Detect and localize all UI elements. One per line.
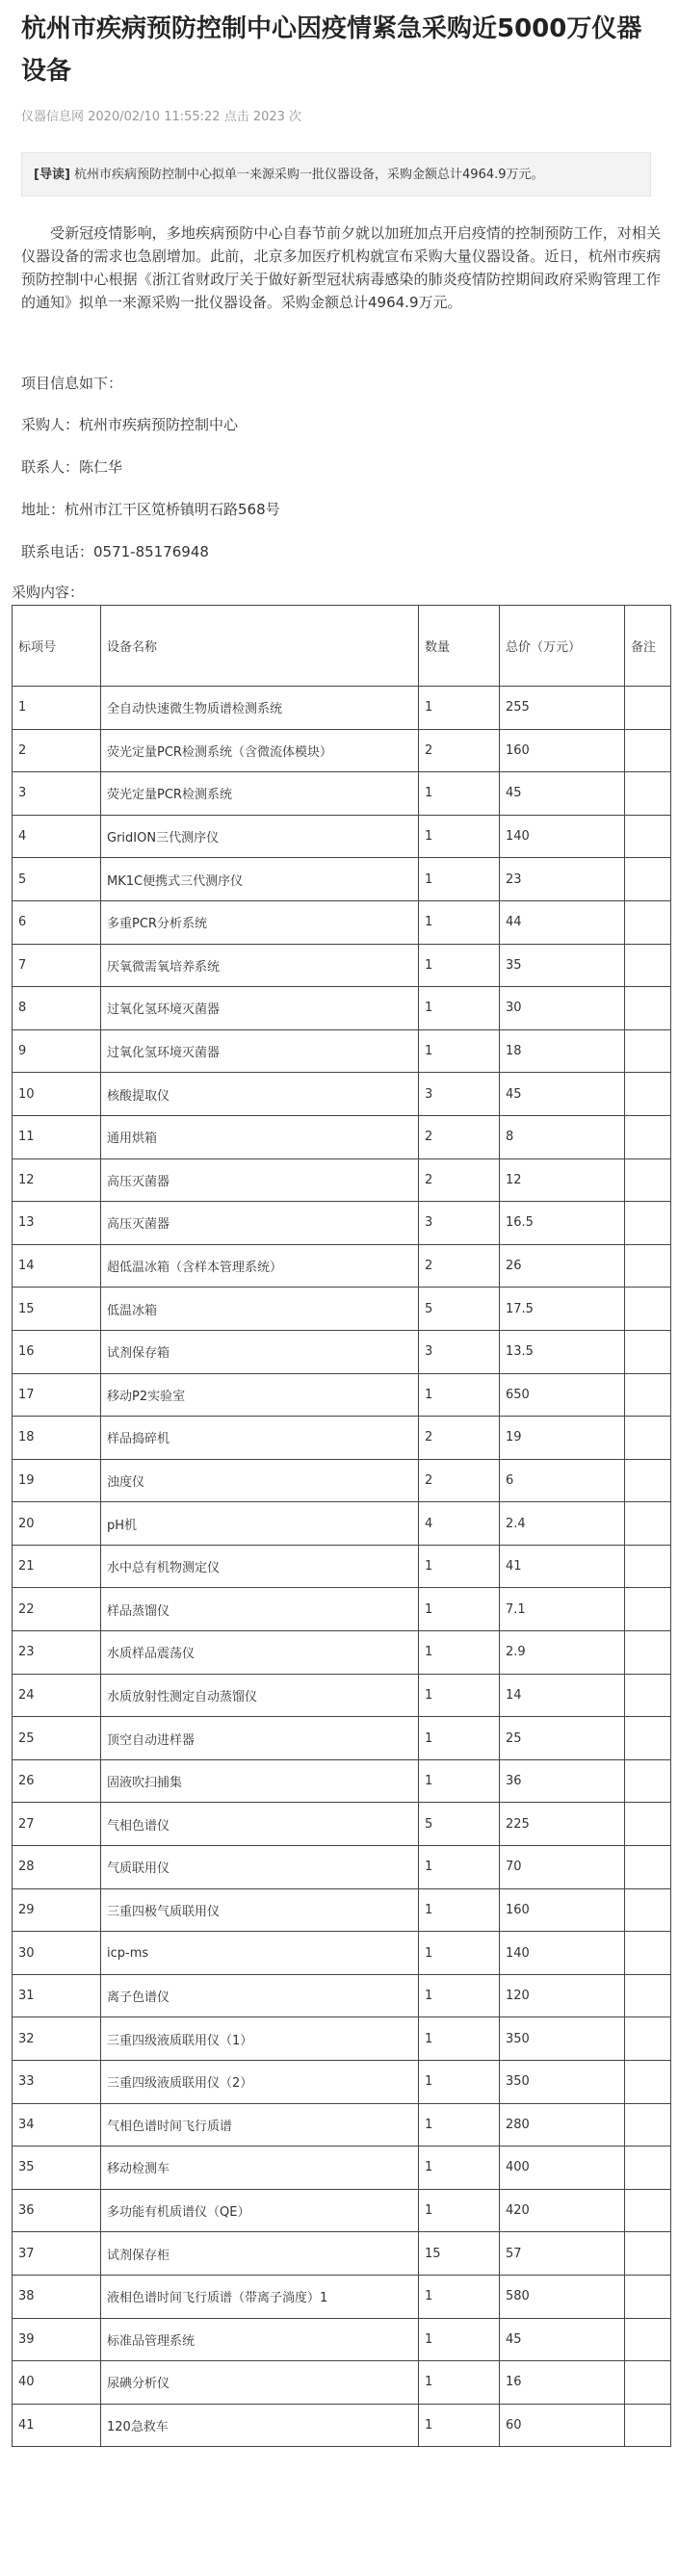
cell-quantity: 1 bbox=[419, 2147, 500, 2190]
cell-equipment-name: 水质样品震荡仪 bbox=[101, 1631, 419, 1675]
cell-lot-number: 24 bbox=[13, 1674, 101, 1717]
cell-remarks bbox=[625, 2232, 671, 2276]
header-equipment-name: 设备名称 bbox=[101, 606, 419, 687]
cell-equipment-name: 荧光定量PCR检测系统 bbox=[101, 772, 419, 816]
cell-quantity: 1 bbox=[419, 987, 500, 1030]
cell-remarks bbox=[625, 772, 671, 816]
cell-remarks bbox=[625, 729, 671, 772]
article-meta: 仪器信息网 2020/02/10 11:55:22 点击 2023 次 bbox=[21, 110, 302, 124]
cell-lot-number: 7 bbox=[13, 944, 101, 987]
cell-lot-number: 30 bbox=[13, 1932, 101, 1975]
header-quantity: 数量 bbox=[419, 606, 500, 687]
table-row bbox=[13, 1545, 671, 1588]
cell-quantity: 4 bbox=[419, 1502, 500, 1546]
cell-quantity: 1 bbox=[419, 858, 500, 901]
cell-remarks bbox=[625, 1373, 671, 1417]
cell-lot-number: 19 bbox=[13, 1459, 101, 1502]
table-row bbox=[13, 815, 671, 858]
cell-total-price: 41 bbox=[500, 1545, 625, 1588]
address-line: 地址：杭州市江干区笕桥镇明石路568号 bbox=[21, 501, 280, 518]
cell-remarks bbox=[625, 1417, 671, 1460]
cell-lot-number: 41 bbox=[13, 2404, 101, 2447]
cell-lot-number: 2 bbox=[13, 729, 101, 772]
cell-total-price: 140 bbox=[500, 815, 625, 858]
table-row bbox=[13, 2232, 671, 2276]
cell-quantity: 1 bbox=[419, 815, 500, 858]
cell-lot-number: 14 bbox=[13, 1244, 101, 1288]
cell-total-price: 280 bbox=[500, 2103, 625, 2147]
cell-lot-number: 37 bbox=[13, 2232, 101, 2276]
cell-equipment-name: 水质放射性测定自动蒸馏仪 bbox=[101, 1674, 419, 1717]
cell-lot-number: 5 bbox=[13, 858, 101, 901]
cell-remarks bbox=[625, 1330, 671, 1373]
cell-remarks bbox=[625, 687, 671, 730]
cell-quantity: 2 bbox=[419, 1115, 500, 1158]
phone-line: 联系电话：0571-85176948 bbox=[21, 543, 209, 560]
cell-quantity: 1 bbox=[419, 1932, 500, 1975]
cell-quantity: 1 bbox=[419, 1717, 500, 1760]
cell-total-price: 350 bbox=[500, 2061, 625, 2104]
cell-lot-number: 21 bbox=[13, 1545, 101, 1588]
table-row bbox=[13, 2361, 671, 2405]
cell-equipment-name: 高压灭菌器 bbox=[101, 1202, 419, 1245]
cell-quantity: 1 bbox=[419, 1545, 500, 1588]
cell-lot-number: 8 bbox=[13, 987, 101, 1030]
cell-lot-number: 29 bbox=[13, 1888, 101, 1932]
cell-equipment-name: 浊度仪 bbox=[101, 1459, 419, 1502]
project-info-heading: 项目信息如下： bbox=[21, 375, 123, 392]
cell-lot-number: 20 bbox=[13, 1502, 101, 1546]
cell-lot-number: 13 bbox=[13, 1202, 101, 1245]
table-row bbox=[13, 1759, 671, 1803]
cell-quantity: 1 bbox=[419, 2361, 500, 2405]
header-remarks: 备注 bbox=[625, 606, 671, 687]
cell-remarks bbox=[625, 1115, 671, 1158]
cell-quantity: 1 bbox=[419, 772, 500, 816]
cell-remarks bbox=[625, 2189, 671, 2232]
cell-total-price: 18 bbox=[500, 1029, 625, 1073]
cell-quantity: 15 bbox=[419, 2232, 500, 2276]
cell-quantity: 2 bbox=[419, 1417, 500, 1460]
cell-total-price: 420 bbox=[500, 2189, 625, 2232]
table-row bbox=[13, 1373, 671, 1417]
cell-remarks bbox=[625, 1846, 671, 1889]
cell-equipment-name: 荧光定量PCR检测系统（含微流体模块） bbox=[101, 729, 419, 772]
cell-equipment-name: 气相色谱仪 bbox=[101, 1803, 419, 1846]
table-row bbox=[13, 2061, 671, 2104]
cell-remarks bbox=[625, 1545, 671, 1588]
purchaser-line: 采购人：杭州市疾病预防控制中心 bbox=[21, 416, 239, 433]
table-row bbox=[13, 1459, 671, 1502]
cell-remarks bbox=[625, 1717, 671, 1760]
cell-remarks bbox=[625, 944, 671, 987]
cell-remarks bbox=[625, 1588, 671, 1631]
cell-quantity: 1 bbox=[419, 2318, 500, 2361]
table-row bbox=[13, 1932, 671, 1975]
table-row bbox=[13, 729, 671, 772]
cell-total-price: 350 bbox=[500, 2017, 625, 2061]
table-header-row bbox=[13, 606, 671, 687]
cell-lot-number: 36 bbox=[13, 2189, 101, 2232]
cell-remarks bbox=[625, 858, 671, 901]
cell-quantity: 1 bbox=[419, 1631, 500, 1675]
cell-equipment-name: icp-ms bbox=[101, 1932, 419, 1975]
cell-equipment-name: 多重PCR分析系统 bbox=[101, 900, 419, 944]
cell-quantity: 1 bbox=[419, 944, 500, 987]
cell-quantity: 3 bbox=[419, 1202, 500, 1245]
cell-quantity: 5 bbox=[419, 1803, 500, 1846]
cell-total-price: 120 bbox=[500, 1974, 625, 2017]
cell-quantity: 1 bbox=[419, 1974, 500, 2017]
table-row bbox=[13, 2017, 671, 2061]
cell-quantity: 1 bbox=[419, 2275, 500, 2318]
cell-equipment-name: 移动P2实验室 bbox=[101, 1373, 419, 1417]
cell-quantity: 1 bbox=[419, 2189, 500, 2232]
cell-quantity: 1 bbox=[419, 2103, 500, 2147]
cell-total-price: 140 bbox=[500, 1932, 625, 1975]
cell-equipment-name: 液相色谱时间飞行质谱（带离子淌度）1 bbox=[101, 2275, 419, 2318]
cell-remarks bbox=[625, 1502, 671, 1546]
cell-remarks bbox=[625, 2275, 671, 2318]
cell-total-price: 2.4 bbox=[500, 1502, 625, 1546]
cell-equipment-name: 多功能有机质谱仪（QE） bbox=[101, 2189, 419, 2232]
cell-lot-number: 3 bbox=[13, 772, 101, 816]
cell-equipment-name: 厌氧微需氧培养系统 bbox=[101, 944, 419, 987]
cell-total-price: 26 bbox=[500, 1244, 625, 1288]
cell-total-price: 45 bbox=[500, 1073, 625, 1116]
cell-quantity: 1 bbox=[419, 2404, 500, 2447]
cell-equipment-name: 气相色谱时间飞行质谱 bbox=[101, 2103, 419, 2147]
cell-equipment-name: 离子色谱仪 bbox=[101, 1974, 419, 2017]
cell-quantity: 1 bbox=[419, 1759, 500, 1803]
cell-equipment-name: pH机 bbox=[101, 1502, 419, 1546]
cell-total-price: 36 bbox=[500, 1759, 625, 1803]
cell-equipment-name: 全自动快速微生物质谱检测系统 bbox=[101, 687, 419, 730]
cell-lot-number: 18 bbox=[13, 1417, 101, 1460]
cell-quantity: 3 bbox=[419, 1330, 500, 1373]
table-row bbox=[13, 1717, 671, 1760]
cell-lot-number: 27 bbox=[13, 1803, 101, 1846]
cell-total-price: 35 bbox=[500, 944, 625, 987]
table-row bbox=[13, 1631, 671, 1675]
cell-remarks bbox=[625, 1073, 671, 1116]
table-row bbox=[13, 1502, 671, 1546]
cell-quantity: 1 bbox=[419, 1888, 500, 1932]
cell-quantity: 3 bbox=[419, 1073, 500, 1116]
cell-equipment-name: 三重四极气质联用仪 bbox=[101, 1888, 419, 1932]
cell-total-price: 30 bbox=[500, 987, 625, 1030]
cell-lot-number: 22 bbox=[13, 1588, 101, 1631]
guide-text: 杭州市疾病预防控制中心拟单一来源采购一批仪器设备，采购金额总计4964.9万元。 bbox=[74, 168, 544, 182]
cell-remarks bbox=[625, 1932, 671, 1975]
cell-quantity: 1 bbox=[419, 1674, 500, 1717]
table-row bbox=[13, 1330, 671, 1373]
cell-remarks bbox=[625, 2318, 671, 2361]
cell-total-price: 16.5 bbox=[500, 1202, 625, 1245]
cell-total-price: 13.5 bbox=[500, 1330, 625, 1373]
cell-lot-number: 12 bbox=[13, 1158, 101, 1202]
cell-total-price: 44 bbox=[500, 900, 625, 944]
cell-equipment-name: 气质联用仪 bbox=[101, 1846, 419, 1889]
cell-total-price: 225 bbox=[500, 1803, 625, 1846]
cell-lot-number: 4 bbox=[13, 815, 101, 858]
cell-remarks bbox=[625, 2147, 671, 2190]
cell-remarks bbox=[625, 900, 671, 944]
cell-equipment-name: 尿碘分析仪 bbox=[101, 2361, 419, 2405]
cell-quantity: 1 bbox=[419, 687, 500, 730]
cell-total-price: 16 bbox=[500, 2361, 625, 2405]
table-row bbox=[13, 1073, 671, 1116]
cell-total-price: 400 bbox=[500, 2147, 625, 2190]
cell-remarks bbox=[625, 1029, 671, 1073]
article-paragraph: 受新冠疫情影响，多地疾病预防中心自春节前夕就以加班加点开启疫情的控制预防工作，对相关仪器设备的需求也急剧增加。此前，北京多加医疗机构就宣布采购大量仪器设备。近日，杭州市疾病预防控制中心根据《浙江省财政厅关于做好新型冠状病毒感染的肺炎疫情防控期间政府采购管理工作的通知》拟单一来源采购一批仪器设备。采购金额总计4964.9万元。 bbox=[21, 224, 661, 311]
cell-quantity: 1 bbox=[419, 2061, 500, 2104]
cell-equipment-name: 过氧化氢环境灭菌器 bbox=[101, 1029, 419, 1073]
table-row bbox=[13, 1029, 671, 1073]
procurement-table bbox=[12, 605, 671, 2447]
cell-lot-number: 28 bbox=[13, 1846, 101, 1889]
cell-equipment-name: 试剂保存柜 bbox=[101, 2232, 419, 2276]
cell-lot-number: 15 bbox=[13, 1288, 101, 1331]
contact-line: 联系人：陈仁华 bbox=[21, 458, 123, 476]
cell-remarks bbox=[625, 1631, 671, 1675]
cell-remarks bbox=[625, 2061, 671, 2104]
cell-lot-number: 32 bbox=[13, 2017, 101, 2061]
table-row bbox=[13, 2189, 671, 2232]
cell-total-price: 17.5 bbox=[500, 1288, 625, 1331]
cell-equipment-name: 低温冰箱 bbox=[101, 1288, 419, 1331]
cell-total-price: 23 bbox=[500, 858, 625, 901]
cell-lot-number: 31 bbox=[13, 1974, 101, 2017]
cell-equipment-name: 顶空自动进样器 bbox=[101, 1717, 419, 1760]
cell-equipment-name: 样品蒸馏仪 bbox=[101, 1588, 419, 1631]
table-row bbox=[13, 772, 671, 816]
cell-equipment-name: 试剂保存箱 bbox=[101, 1330, 419, 1373]
table-row bbox=[13, 2103, 671, 2147]
cell-equipment-name: 水中总有机物测定仪 bbox=[101, 1545, 419, 1588]
cell-total-price: 2.9 bbox=[500, 1631, 625, 1675]
cell-total-price: 45 bbox=[500, 772, 625, 816]
table-row bbox=[13, 2404, 671, 2447]
article-title: 杭州市疾病预防控制中心因疫情紧急采购近5000万仪器设备 bbox=[21, 14, 642, 86]
cell-lot-number: 23 bbox=[13, 1631, 101, 1675]
header-total-price: 总价（万元） bbox=[500, 606, 625, 687]
cell-equipment-name: 标准品管理系统 bbox=[101, 2318, 419, 2361]
cell-equipment-name: GridION三代测序仪 bbox=[101, 815, 419, 858]
cell-lot-number: 11 bbox=[13, 1115, 101, 1158]
cell-total-price: 160 bbox=[500, 1888, 625, 1932]
cell-quantity: 1 bbox=[419, 1029, 500, 1073]
cell-lot-number: 34 bbox=[13, 2103, 101, 2147]
cell-lot-number: 17 bbox=[13, 1373, 101, 1417]
table-row bbox=[13, 1158, 671, 1202]
cell-total-price: 45 bbox=[500, 2318, 625, 2361]
cell-quantity: 1 bbox=[419, 1373, 500, 1417]
cell-quantity: 2 bbox=[419, 1158, 500, 1202]
table-row bbox=[13, 1674, 671, 1717]
table-row bbox=[13, 1803, 671, 1846]
cell-remarks bbox=[625, 1288, 671, 1331]
table-row bbox=[13, 944, 671, 987]
cell-lot-number: 10 bbox=[13, 1073, 101, 1116]
cell-total-price: 8 bbox=[500, 1115, 625, 1158]
cell-quantity: 2 bbox=[419, 1244, 500, 1288]
cell-equipment-name: 过氧化氢环境灭菌器 bbox=[101, 987, 419, 1030]
cell-lot-number: 16 bbox=[13, 1330, 101, 1373]
cell-total-price: 12 bbox=[500, 1158, 625, 1202]
table-row bbox=[13, 2275, 671, 2318]
cell-total-price: 70 bbox=[500, 1846, 625, 1889]
cell-total-price: 60 bbox=[500, 2404, 625, 2447]
table-row bbox=[13, 858, 671, 901]
table-row bbox=[13, 1417, 671, 1460]
cell-lot-number: 25 bbox=[13, 1717, 101, 1760]
cell-equipment-name: 固液吹扫捕集 bbox=[101, 1759, 419, 1803]
cell-quantity: 2 bbox=[419, 1459, 500, 1502]
cell-remarks bbox=[625, 2017, 671, 2061]
table-row bbox=[13, 687, 671, 730]
table-row bbox=[13, 1288, 671, 1331]
cell-total-price: 160 bbox=[500, 729, 625, 772]
cell-equipment-name: 超低温冰箱（含样本管理系统） bbox=[101, 1244, 419, 1288]
cell-quantity: 1 bbox=[419, 1846, 500, 1889]
guide-tag: [导读] bbox=[34, 168, 70, 182]
cell-remarks bbox=[625, 1158, 671, 1202]
cell-lot-number: 38 bbox=[13, 2275, 101, 2318]
cell-total-price: 6 bbox=[500, 1459, 625, 1502]
table-row bbox=[13, 1115, 671, 1158]
table-row bbox=[13, 1846, 671, 1889]
table-row bbox=[13, 987, 671, 1030]
cell-lot-number: 40 bbox=[13, 2361, 101, 2405]
cell-remarks bbox=[625, 1244, 671, 1288]
cell-equipment-name: 移动检测车 bbox=[101, 2147, 419, 2190]
cell-lot-number: 6 bbox=[13, 900, 101, 944]
cell-total-price: 14 bbox=[500, 1674, 625, 1717]
cell-remarks bbox=[625, 987, 671, 1030]
cell-quantity: 5 bbox=[419, 1288, 500, 1331]
table-row bbox=[13, 1244, 671, 1288]
cell-equipment-name: 高压灭菌器 bbox=[101, 1158, 419, 1202]
cell-remarks bbox=[625, 1888, 671, 1932]
cell-equipment-name: 三重四级液质联用仪（1） bbox=[101, 2017, 419, 2061]
cell-remarks bbox=[625, 1759, 671, 1803]
table-row bbox=[13, 1588, 671, 1631]
cell-quantity: 1 bbox=[419, 900, 500, 944]
cell-remarks bbox=[625, 2361, 671, 2405]
cell-quantity: 2 bbox=[419, 729, 500, 772]
cell-lot-number: 9 bbox=[13, 1029, 101, 1073]
cell-lot-number: 1 bbox=[13, 687, 101, 730]
table-row bbox=[13, 1974, 671, 2017]
cell-total-price: 19 bbox=[500, 1417, 625, 1460]
table-body bbox=[13, 687, 671, 2447]
header-lot-number: 标项号 bbox=[13, 606, 101, 687]
cell-total-price: 255 bbox=[500, 687, 625, 730]
table-row bbox=[13, 1202, 671, 1245]
cell-remarks bbox=[625, 1974, 671, 2017]
cell-equipment-name: 样品捣碎机 bbox=[101, 1417, 419, 1460]
cell-remarks bbox=[625, 1803, 671, 1846]
cell-total-price: 580 bbox=[500, 2275, 625, 2318]
cell-equipment-name: 120急救车 bbox=[101, 2404, 419, 2447]
cell-total-price: 650 bbox=[500, 1373, 625, 1417]
procurement-label: 采购内容： bbox=[12, 584, 85, 601]
cell-lot-number: 39 bbox=[13, 2318, 101, 2361]
cell-total-price: 7.1 bbox=[500, 1588, 625, 1631]
cell-equipment-name: MK1C便携式三代测序仪 bbox=[101, 858, 419, 901]
cell-remarks bbox=[625, 815, 671, 858]
cell-total-price: 25 bbox=[500, 1717, 625, 1760]
cell-remarks bbox=[625, 2404, 671, 2447]
table-row bbox=[13, 1888, 671, 1932]
cell-total-price: 57 bbox=[500, 2232, 625, 2276]
cell-lot-number: 26 bbox=[13, 1759, 101, 1803]
guide-box bbox=[21, 152, 651, 196]
cell-remarks bbox=[625, 2103, 671, 2147]
cell-quantity: 1 bbox=[419, 2017, 500, 2061]
table-row bbox=[13, 2318, 671, 2361]
cell-remarks bbox=[625, 1459, 671, 1502]
cell-lot-number: 33 bbox=[13, 2061, 101, 2104]
table-row bbox=[13, 2147, 671, 2190]
cell-remarks bbox=[625, 1674, 671, 1717]
table-row bbox=[13, 900, 671, 944]
cell-equipment-name: 三重四级液质联用仪（2） bbox=[101, 2061, 419, 2104]
cell-remarks bbox=[625, 1202, 671, 1245]
cell-equipment-name: 核酸提取仪 bbox=[101, 1073, 419, 1116]
cell-quantity: 1 bbox=[419, 1588, 500, 1631]
cell-equipment-name: 通用烘箱 bbox=[101, 1115, 419, 1158]
cell-lot-number: 35 bbox=[13, 2147, 101, 2190]
